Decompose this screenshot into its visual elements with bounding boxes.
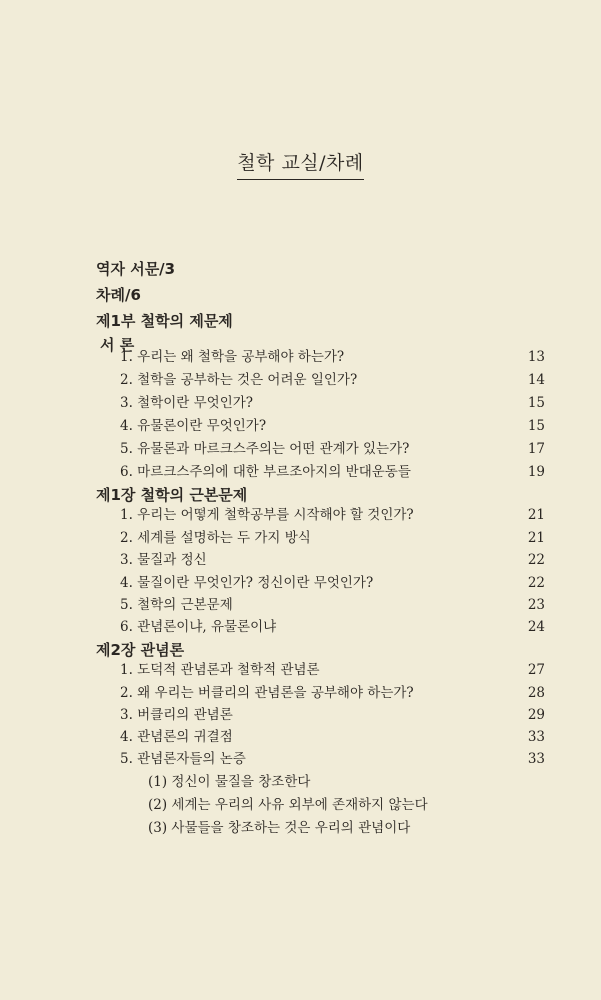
toc-entry-title: 4. 관념론의 귀결점	[120, 729, 233, 745]
toc-entry-title: 1. 우리는 어떻게 철학공부를 시작해야 할 것인가?	[120, 507, 414, 523]
toc-entry-page: 21	[527, 507, 545, 523]
toc-entry	[120, 461, 545, 483]
toc-entry-title: 4. 물질이란 무엇인가? 정신이란 무엇인가?	[120, 575, 374, 591]
toc-entry	[120, 659, 545, 681]
toc-entry	[120, 748, 545, 770]
toc-entry-title: 4. 유물론이란 무엇인가?	[120, 418, 267, 434]
toc-entry-page: 22	[527, 575, 545, 591]
toc-entry-page: 28	[527, 685, 545, 701]
toc-entry-page: 17	[527, 441, 545, 457]
toc-entry-title: 1. 도덕적 관념론과 철학적 관념론	[120, 662, 320, 678]
toc-entry	[120, 346, 545, 368]
toc-entry-page: 13	[527, 349, 545, 365]
toc-entry	[120, 616, 545, 638]
toc-entry-title: 1. 우리는 왜 철학을 공부해야 하는가?	[120, 349, 345, 365]
toc-entry-title: 5. 유물론과 마르크스주의는 어떤 관계가 있는가?	[120, 441, 410, 457]
toc-entry-page: 19	[527, 464, 545, 480]
toc-entry-page: 15	[527, 418, 545, 434]
toc-entry	[120, 392, 545, 414]
toc-entry-page: 22	[527, 552, 545, 568]
toc-entry-page: 33	[527, 729, 545, 745]
toc-entry	[120, 704, 545, 726]
toc-preface: 역자 서문/3	[96, 260, 176, 278]
toc-contents: 차례/6	[96, 286, 141, 304]
toc-entry-title: 2. 왜 우리는 버클리의 관념론을 공부해야 하는가?	[120, 685, 414, 701]
toc-entry-title: 3. 물질과 정신	[120, 552, 207, 568]
page-title	[0, 148, 601, 180]
toc-entry-page: 33	[527, 751, 545, 767]
chapter1-heading: 제1장 철학의 근본문제	[96, 486, 248, 504]
toc-entry	[120, 415, 545, 437]
toc-entry-page: 27	[527, 662, 545, 678]
toc-entry	[120, 438, 545, 460]
intro-heading: 서 론	[100, 336, 135, 354]
chapter2-heading: 제2장 관념론	[96, 641, 185, 659]
toc-subentry: (1) 정신이 물질을 창조한다	[148, 774, 311, 790]
toc-entry	[120, 549, 545, 571]
toc-entry	[120, 369, 545, 391]
toc-subentry: (2) 세계는 우리의 사유 외부에 존재하지 않는다	[148, 797, 428, 813]
toc-entry-title: 3. 철학이란 무엇인가?	[120, 395, 254, 411]
toc-entry-title: 6. 마르크스주의에 대한 부르조아지의 반대운동들	[120, 464, 411, 480]
toc-entry-title: 2. 철학을 공부하는 것은 어려운 일인가?	[120, 372, 358, 388]
toc-entry-title: 6. 관념론이냐, 유물론이냐	[120, 619, 277, 635]
toc-entry-title: 5. 관념론자들의 논증	[120, 751, 246, 767]
toc-entry	[120, 726, 545, 748]
toc-entry-page: 14	[527, 372, 545, 388]
toc-entry-page: 23	[527, 597, 545, 613]
toc-entry	[120, 682, 545, 704]
toc-entry-page: 15	[527, 395, 545, 411]
page-title-text: 철학 교실/차례	[237, 148, 364, 180]
toc-entry	[120, 527, 545, 549]
toc-entry-title: 5. 철학의 근본문제	[120, 597, 233, 613]
toc-entry-page: 21	[527, 530, 545, 546]
toc-entry	[120, 572, 545, 594]
toc-entry	[120, 504, 545, 526]
part-heading: 제1부 철학의 제문제	[96, 312, 233, 330]
toc-entry-title: 3. 버클리의 관념론	[120, 707, 233, 723]
toc-entry-page: 29	[527, 707, 545, 723]
toc-entry-page: 24	[527, 619, 545, 635]
toc-entry	[120, 594, 545, 616]
toc-entry-title: 2. 세계를 설명하는 두 가지 방식	[120, 530, 311, 546]
toc-subentry: (3) 사물들을 창조하는 것은 우리의 관념이다	[148, 820, 411, 836]
